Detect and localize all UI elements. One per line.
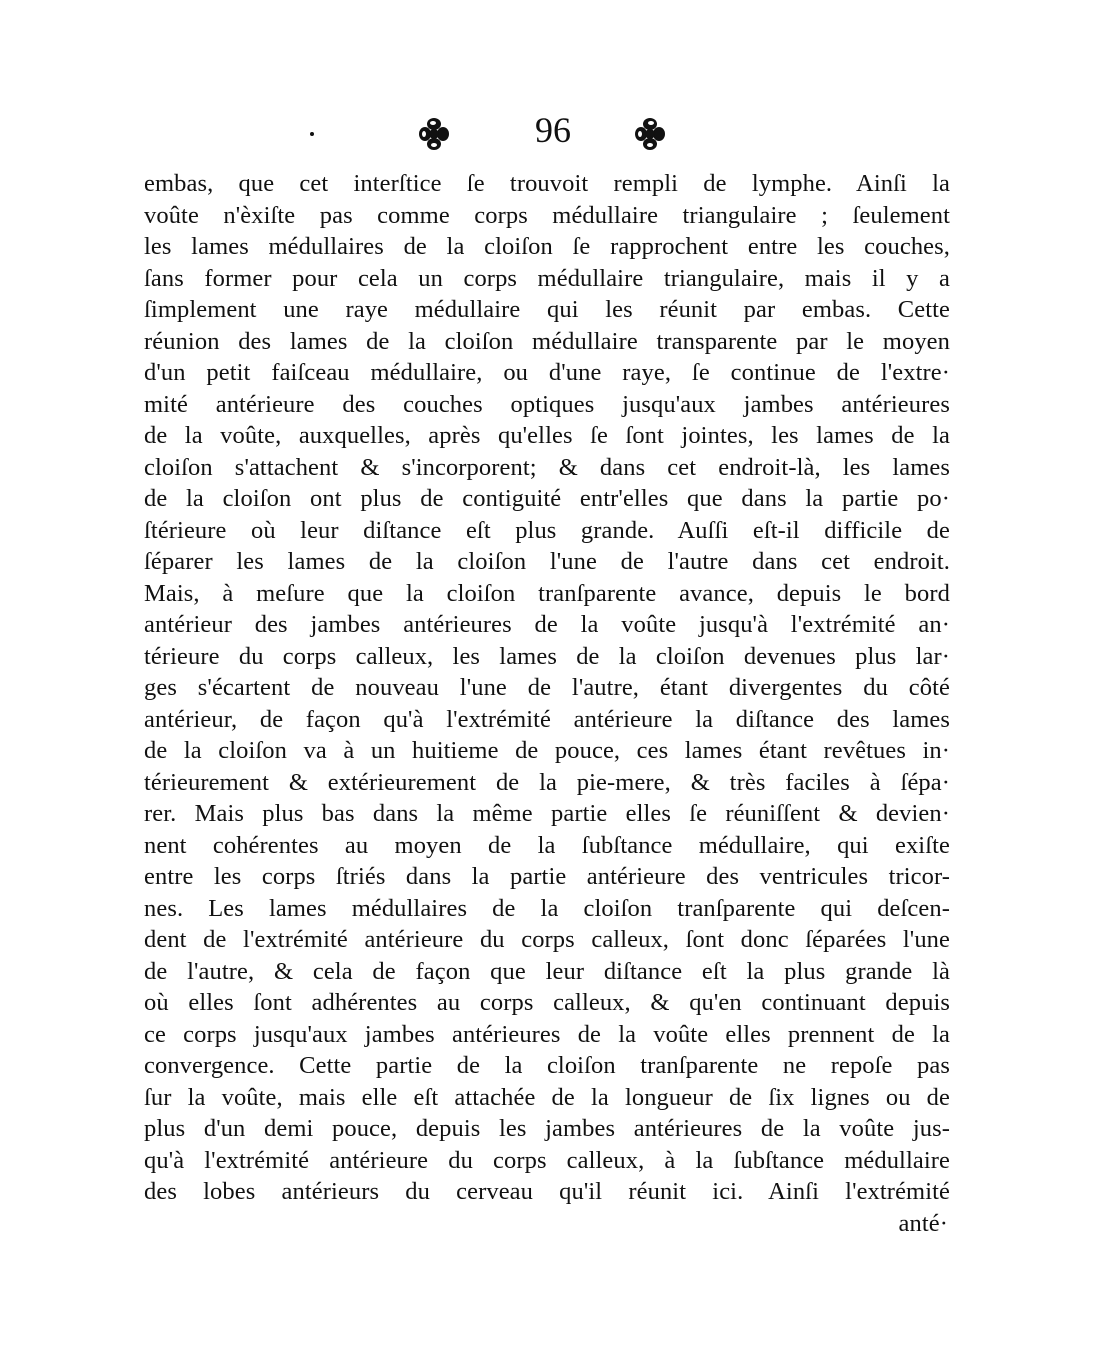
text-line: d'un petit faiſceau médullaire, ou d'une raye, ſe continue de l'extre·	[144, 359, 950, 386]
text-line: de la voûte, auxquelles, après qu'elles ſe ſont jointes, les lames de la	[144, 422, 950, 449]
text-line: entre les corps ſtriés dans la partie antérieure des ventricules tricor-	[144, 863, 950, 890]
text-line: cloiſon s'attachent & s'incorporent; & dans cet endroit-là, les lames	[144, 453, 950, 481]
fleuron-ornament-icon	[632, 116, 668, 152]
text-line: térieure du corps calleux, les lames de la cloiſon devenues plus lar·	[144, 642, 950, 670]
text-line: nes. Les lames médullaires de la cloiſon tranſparente qui deſcen-	[144, 894, 950, 922]
text-line: voûte n'èxiſte pas comme corps médullaire triangulaire ; ſeulement	[144, 201, 950, 229]
text-line: convergence. Cette partie de la cloiſon tranſparente ne repoſe pas	[144, 1052, 950, 1079]
text-line: nent cohérentes au moyen de la ſubſtance médullaire, qui exiſte	[144, 831, 950, 859]
text-line: où elles ſont adhérentes au corps calleux, & qu'en continuant depuis	[144, 989, 950, 1016]
text-line: réunion des lames de la cloiſon médullaire transparente par le moyen	[144, 327, 950, 355]
text-line: ſimplement une raye médullaire qui les réunit par embas. Cette	[144, 296, 950, 323]
text-line: ſur la voûte, mais elle eſt attachée de la longueur de ſix lignes ou de	[144, 1083, 950, 1111]
text-line: qu'à l'extrémité antérieure du corps calleux, à la ſubſtance médullaire	[144, 1146, 950, 1174]
text-line: les lames médullaires de la cloiſon ſe rapprochent entre les couches,	[144, 233, 950, 260]
fleuron-ornament-icon	[416, 116, 452, 152]
text-line: ſans former pour cela un corps médullaire triangulaire, mais il y a	[144, 264, 950, 292]
text-line: ſtérieure où leur diſtance eſt plus grande. Auſſi eſt-il difficile de	[144, 516, 950, 544]
text-line: Mais, à meſure que la cloiſon tranſparente avance, depuis le bord	[144, 579, 950, 607]
text-line: plus d'un demi pouce, depuis les jambes antérieures de la voûte jus-	[144, 1115, 950, 1142]
text-line: antérieur des jambes antérieures de la voûte jusqu'à l'extrémité an·	[144, 611, 950, 638]
text-line: dent de l'extrémité antérieure du corps calleux, ſont donc ſéparées l'une	[144, 926, 950, 953]
text-line: antérieur, de façon qu'à l'extrémité antérieure la diſtance des lames	[144, 705, 950, 733]
text-line: ſéparer les lames de la cloiſon l'une de l'autre dans cet endroit.	[144, 548, 950, 575]
text-line: de la cloiſon ont plus de contiguité entr'elles que dans la partie po·	[144, 485, 950, 512]
text-line: des lobes antérieurs du cerveau qu'il réunit ici. Ainſi l'extrémité	[144, 1178, 950, 1205]
page-header	[0, 108, 1100, 158]
text-line: ges s'écartent de nouveau l'une de l'autre, étant divergentes du côté	[144, 674, 950, 701]
text-line: mité antérieure des couches optiques jusqu'aux jambes antérieures	[144, 390, 950, 418]
page-number: 96	[535, 110, 571, 150]
text-line: embas, que cet interſtice ſe trouvoit rempli de lymphe. Ainſi la	[144, 170, 950, 197]
text-line: de la cloiſon va à un huitieme de pouce, ces lames étant revêtues in·	[144, 737, 950, 764]
text-line: de l'autre, & cela de façon que leur diſtance eſt la plus grande là	[144, 957, 950, 985]
ink-speck	[310, 132, 314, 136]
text-line: ce corps jusqu'aux jambes antérieures de la voûte elles prennent de la	[144, 1020, 950, 1048]
text-line: rer. Mais plus bas dans la même partie elles ſe réuniſſent & devien·	[144, 800, 950, 827]
text-line: térieurement & extérieurement de la pie-mere, & très faciles à ſépa·	[144, 768, 950, 796]
catchword: anté·	[898, 1209, 948, 1237]
body-text	[144, 168, 950, 1239]
